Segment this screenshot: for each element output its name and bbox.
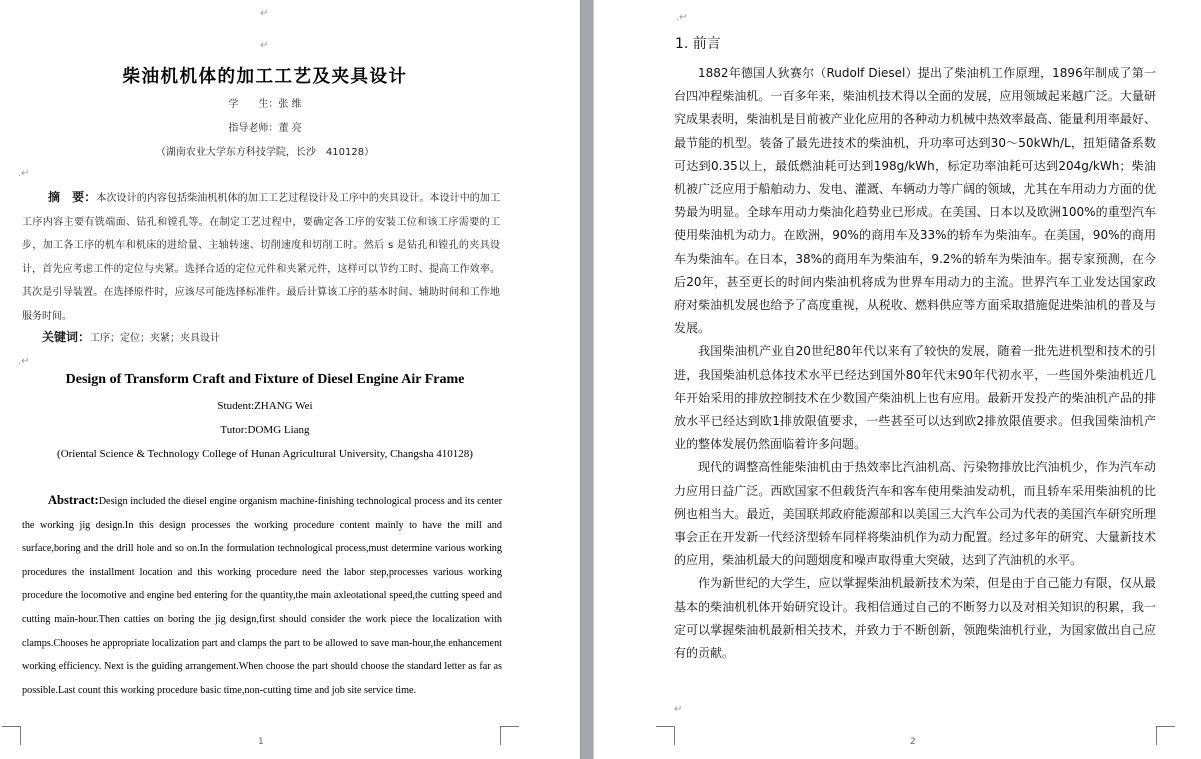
abstract-label: 摘 要： (48, 190, 97, 204)
page-number: 1 (258, 737, 264, 747)
english-abstract (22, 489, 502, 702)
abstract-text: 本次设计的内容包括柴油机机体的加工工艺过程设计及工序中的夹具设计。本设计中的加工工序内容主要有铣端面、钻孔和镗孔等。在制定工艺过程中，要确定各工序的安装工位和该工序需要的工步，加工各工序的机车和机床的进给量、主轴转速、切削速度和切削工时。然后 s 是钻孔和镗孔的夹具设计，首先应考虑工件的定位与夹紧。选择合适的定位元件和夹紧元件，这样可以节约工时、提高工作效率。其次是引导装置。在选择原件时，应该尽可能选择标准件。最后计算该工序的基本时间、辅助时间和工作地服务时间。 (22, 193, 500, 322)
margin-corner-marker (500, 726, 519, 745)
document-page-1[interactable] (0, 0, 580, 759)
paragraph: 作为新世纪的大学生，应以掌握柴油机最新技术为荣，但是由于自己能力有限，仅从最基本的柴油机机体开始研究设计。我相信通过自己的不断努力以及对相关知识的积累，我一定可以掌握柴油机最新相关技术，并致力于不断创新，领跑柴油机行业，为国家做出自己应有的贡献。 (674, 576, 1156, 661)
page-separator (580, 0, 594, 759)
paragraph-mark: .↵ (18, 168, 30, 179)
abstract-label: Abstract: (48, 493, 99, 507)
page-number: 2 (910, 737, 916, 747)
abstract-text: Design included the diesel engine organism machine-finishing technological process and its center the working jig design.In this design processes the working procedure content mainly to have the mill and surface,boring and the drill hole and so on.In the formulation technological process,must determine various working procedures the installment location and this working procedure need the labor step,processes various working procedure the locomotive and engine bed entering for the quantity,the main axleotational speed,the cutting speed and cutting main-hour.Then catties on boring the jig design,first should consider the work piece the localization with clamps.Chooses he appropriate localization part and clamps the part to be allowed to save man-hour,the enhancement working efficiency. Next is the guiding arrangement.When choose the part should choose the standard letter as far as possible.Last count this working procedure basic time,non-cutting time and job site service time. (22, 496, 502, 696)
keywords (42, 328, 220, 345)
english-student-line: Student:ZHANG Wei (217, 400, 313, 412)
section-body (674, 62, 1156, 665)
student-line: 学 生：张 维 (228, 99, 302, 110)
paragraph-mark: ↵ (674, 704, 683, 715)
paragraph-mark: .↵ (676, 12, 688, 23)
margin-corner-marker (656, 726, 675, 745)
section-heading: 1. 前言 (675, 36, 721, 52)
english-tutor-line: Tutor:DOMG Liang (220, 424, 310, 436)
affiliation-line: （湖南农业大学东方科技学院，长沙 410128） (155, 147, 375, 158)
margin-corner-marker (2, 726, 21, 745)
paragraph-mark: .↵ (18, 356, 30, 367)
margin-corner-marker (1156, 726, 1175, 745)
keywords-label: 关键词： (42, 330, 91, 344)
english-title: Design of Transform Craft and Fixture of Diesel Engine Air Frame (65, 372, 465, 387)
paragraph: 现代的调整高性能柴油机由于热效率比汽油机高、污染物排放比汽油机少，作为汽车动力应用日益广泛。西欧国家不但载货汽车和客车使用柴油发动机，而且轿车采用柴油机的比例也相当大。最近，美国联邦政府能源部和以美国三大汽车公司为代表的美国汽车研究所理事会正在开发新一代经济型轿车同样将柴油机作为动力配置。经过多年的研究、大量新技术的应用，柴油机最大的问题烟度和噪声取得重大突破，达到了汽油机的水平。 (674, 460, 1156, 568)
keywords-text: 工序；定位；夹紧；夹具设计 (90, 333, 221, 344)
document-page-2[interactable] (596, 0, 1201, 759)
paragraph-mark: ↵ (260, 8, 269, 19)
paragraph-mark: ↵ (260, 40, 269, 51)
paragraph: 1882年德国人狄赛尔（Rudolf Diesel）提出了柴油机工作原理，1896年制成了第一台四冲程柴油机。一百多年来，柴油机技术得以全面的发展，应用领域起来越广泛。大量研究成果表明，柴油机是目前被产业化应用的各种动力机械中热效率最高、能量利用率最好、最节能的机型。装备了最先进技术的柴油机，升功率可达到30～50kWh/L，扭矩储备系数可达到0.35以上，最低燃油耗可达到198g/kWh，标定功率油耗可达到204g/kWh；柴油机被广泛应用于船舶动力、发电、灌溉、车辆动力等广阔的领域，尤其在车用动力方面的优势最为明显。全球车用动力柴油化趋势业已形成。在美国、日本以及欧洲100%的重型汽车使用柴油机为动力。在欧洲，90%的商用车及33%的轿车为柴油车。在美国，90%的商用车为柴油车。在日本，38%的商用车为柴油车，9.2%的轿车为柴油车。据专家预测，在今后20年，甚至更长的时间内柴油机将成为世界车用动力的主流。世界汽车工业发达国家政府对柴油机发展也给予了高度重视，从税收、燃料供应等方面采取措施促进柴油机的普及与发展。 (674, 66, 1156, 336)
chinese-abstract (22, 186, 500, 328)
tutor-line: 指导老师：董 亮 (228, 123, 302, 134)
chinese-title: 柴油机机体的加工工艺及夹具设计 (122, 67, 408, 87)
english-affiliation-line: (Oriental Science & Technology College of Hunan Agricultural University, Changsha 410128) (57, 448, 473, 460)
paragraph: 我国柴油机产业自20世纪80年代以来有了较快的发展，随着一批先进机型和技术的引进，我国柴油机总体技术水平已经达到国外80年代末90年代初水平，一些国外柴油机近几年开始采用的排放控制技术在少数国产柴油机上也有应用。最新开发投产的柴油机产品的排放水平已经达到欧1排放限值要求，一些甚至可以达到欧2排放限值要求。但我国柴油机产业的整体发展仍然面临着许多问题。 (674, 344, 1156, 452)
